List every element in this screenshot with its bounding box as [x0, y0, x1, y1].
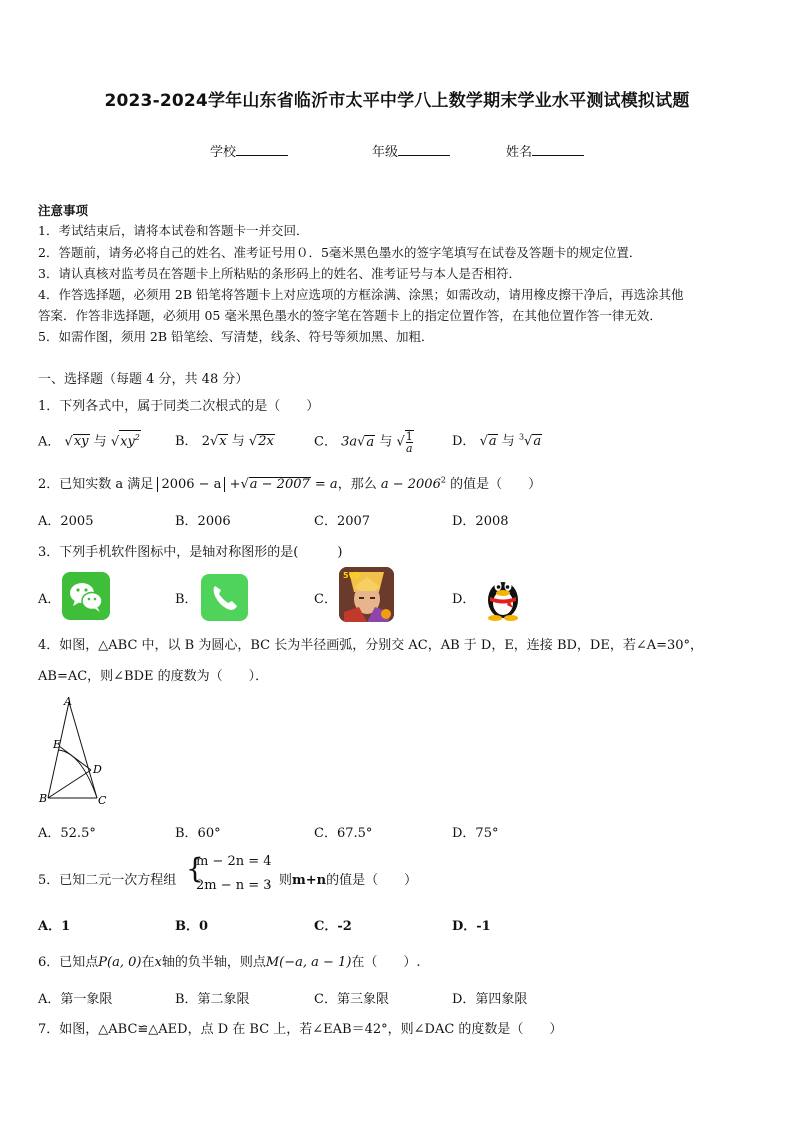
wechat-icon	[62, 572, 110, 620]
stem-text: 6．已知点	[38, 955, 99, 970]
grade-field	[372, 141, 450, 160]
option-label: A．	[38, 434, 61, 450]
option-label: C．	[314, 434, 337, 450]
point-m: M(−a, a − 1)	[265, 955, 352, 970]
equation-2: 2m − n = 3	[196, 878, 272, 893]
question-5-post	[266, 869, 417, 888]
equals-a: = a	[314, 477, 338, 492]
name-label: 姓名	[506, 145, 533, 160]
radicand: $xy^2$	[119, 430, 141, 449]
and-word: 与	[501, 434, 515, 449]
question-5-pre: 5．已知二元一次方程组	[38, 873, 177, 888]
q1-option-c: C． 3a√a 与 √ $\frac{1}{a}$	[314, 430, 413, 455]
q3-option-a-label: A．	[38, 592, 61, 607]
page-title: 2023-2024学年山东省临沂市太平中学八上数学期末学业水平测试模拟试题	[104, 91, 690, 111]
figure-label: E	[53, 738, 62, 751]
q1-option-d: D． √a 与 $^3$√a	[452, 432, 542, 449]
expression: a − 2006	[380, 477, 441, 492]
notice-item: 5．如需作图，须用 2B 铅笔绘、写清楚，线条、符号等须加黑、加粗．	[38, 329, 434, 344]
radicand: xy	[73, 434, 89, 450]
numerator: 1	[405, 430, 413, 443]
point-p: P(a, 0)	[98, 955, 142, 970]
question-2-stem: 2．已知实数 a 满足 2006 − a +√a − 2007 = a，那么 $a - 2006^2$ 的值是（ ）	[38, 475, 542, 492]
radicand: 2x	[258, 434, 274, 449]
stem-text: 的值是（ ）	[326, 873, 418, 888]
stem-text: 的值是（ ）	[450, 477, 542, 492]
q2-option-a: A．2005	[38, 514, 94, 529]
name-blank	[532, 143, 584, 156]
radicand: a	[533, 434, 542, 449]
school-field	[210, 141, 288, 160]
stem-text: 在（ ）.	[351, 955, 421, 970]
q6-option-b: B．第二象限	[175, 992, 250, 1007]
stem-text: 在	[141, 955, 155, 970]
absolute-value: 2006 − a	[157, 477, 225, 492]
q3-option-b-label: B．	[175, 592, 198, 607]
q2-option-b: B．2006	[175, 514, 231, 529]
section-heading: 一、选择题（每题 4 分，共 48 分）	[38, 372, 249, 387]
q3-option-d-label: D．	[452, 592, 476, 607]
expression: m+n	[292, 873, 327, 888]
q5-option-a: A．1	[38, 919, 71, 934]
q3-option-c-label: C．	[314, 592, 337, 607]
question-7-stem: 7．如图，△ABC≌△AED，点 D 在 BC 上，若∠EAB＝42°，则∠DAC 的度数是（ ）	[38, 1022, 563, 1037]
x-variable: x	[154, 955, 162, 970]
q6-option-d: D．第四象限	[452, 992, 528, 1007]
question-1-stem: 1．下列各式中，属于同类二次根式的是（ ）	[38, 399, 320, 414]
q5-option-d: D．-1	[452, 919, 491, 934]
q1-option-a: A． √xy 与 $√xy^2$	[38, 430, 141, 449]
figure-label: B	[39, 792, 48, 805]
grade-blank	[398, 143, 450, 156]
q2-option-c: C．2007	[314, 514, 371, 529]
q4-option-b: B．60°	[175, 826, 221, 841]
stem-text: 轴的负半轴，则点	[161, 955, 266, 970]
q4-option-d: D．75°	[452, 826, 499, 841]
school-label: 学校	[210, 145, 237, 160]
svg-text:5v5: 5v5	[343, 571, 360, 580]
denominator: a	[406, 442, 413, 455]
radicand: a	[366, 434, 375, 450]
q1-option-b: B． 2√x 与 √2x	[175, 434, 274, 449]
radicand: a	[488, 434, 497, 449]
notice-item: 4．作答选择题，必须用 2B 铅笔将答题卡上对应选项的方框涂满、涂黑；如需改动，请用橡皮擦干净后，再选涂其他	[38, 287, 684, 302]
triangle-figure	[36, 694, 116, 809]
figure-label: A	[64, 695, 72, 708]
and-word: 与	[93, 434, 107, 450]
system-brace: {	[186, 852, 204, 885]
name-field	[506, 141, 584, 160]
stem-text: ，那么	[337, 477, 377, 492]
game-icon	[339, 567, 394, 622]
radicand: x	[219, 434, 227, 449]
and-word: 与	[231, 434, 245, 449]
exponent: 2	[440, 475, 446, 485]
q2-option-d: D．2008	[452, 514, 509, 529]
q6-option-c: C．第三象限	[314, 992, 389, 1007]
notice-item: 答案．作答非选择题，必须用 05 毫米黑色墨水的签字笔在答题卡上的指定位置作答，在其他位置作答一律无效．	[38, 308, 662, 323]
radicand: a − 2007	[249, 477, 310, 492]
stem-text: 2．已知实数 a 满足	[38, 477, 154, 492]
q5-option-b: B．0	[175, 919, 209, 934]
question-6-stem	[38, 951, 421, 970]
figure-label: D	[93, 763, 102, 776]
notice-item: 2．答题前，请务必将自己的姓名、准考证号用０．5毫米黑色墨水的签字笔填写在试卷及答题卡的规定位置．	[38, 245, 642, 260]
coefficient: 3a	[341, 434, 358, 450]
notice-item: 1．考试结束后，请将本试卷和答题卡一并交回．	[38, 223, 309, 238]
option-label: D．	[452, 434, 476, 449]
notice-heading: 注意事项	[38, 203, 89, 218]
school-blank	[236, 143, 288, 156]
notice-item: 3．请认真核对监考员在答题卡上所粘贴的条形码上的姓名、准考证号与本人是否相符．	[38, 266, 521, 281]
root-index: 3	[518, 432, 525, 442]
question-4-line1: 4．如图，△ABC 中，以 B 为圆心，BC 长为半径画弧，分别交 AC，AB 于 D，E，连接 BD，DE，若∠A=30°，	[38, 638, 704, 653]
equation-1: m − 2n = 4	[196, 854, 272, 869]
q6-option-a: A．第一象限	[38, 992, 113, 1007]
q5-option-c: C．-2	[314, 919, 352, 934]
option-label: B．	[175, 434, 198, 449]
figure-label: C	[98, 794, 107, 807]
question-3-stem: 3．下列手机软件图标中，是轴对称图形的是( )	[38, 545, 343, 560]
grade-label: 年级	[372, 145, 399, 160]
coefficient: 2	[201, 434, 210, 449]
question-4-line2: AB=AC，则∠BDE 的度数为（ ）．	[38, 669, 269, 684]
and-word: 与	[379, 434, 393, 450]
radicand-text: xy	[120, 434, 135, 450]
qq-penguin-icon	[480, 572, 526, 622]
phone-icon	[201, 574, 248, 621]
stem-text: ，则	[266, 873, 293, 888]
q4-option-a: A．52.5°	[38, 826, 96, 841]
q4-option-c: C．67.5°	[314, 826, 373, 841]
fraction-radicand	[405, 430, 414, 454]
